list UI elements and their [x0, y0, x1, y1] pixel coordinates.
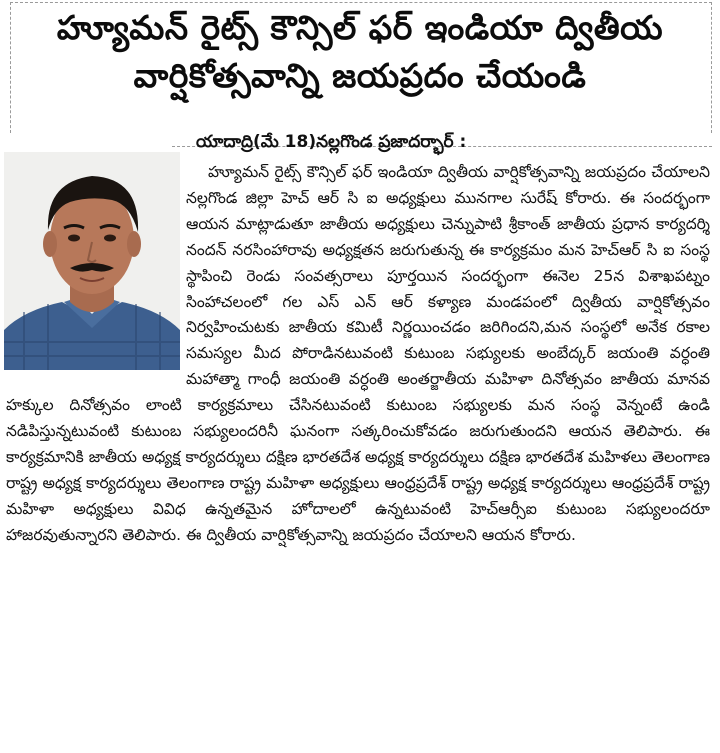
article-body: [6, 160, 710, 549]
dateline: యాదాద్రి(మే 18)నల్లగొండ ప్రజాదర్భార్ :: [196, 132, 467, 152]
headline-line-2: వార్షికోత్సవాన్ని జయప్రదం చేయండి: [133, 56, 587, 95]
headline: [0, 4, 720, 100]
article-paragraph: హ్యూమన్ రైట్స్ కౌన్సిల్ ఫర్ ఇండియా ద్వితీయ వార్షికోత్సవాన్ని జయప్రదం చేయాలని నల్లగొండ జిల్లా హెచ్ ఆర్ సి ఐ అధ్యక్షులు మునగాల సురేష్ కోరారు. ఈ సందర్భంగా ఆయన మాట్లాడుతూ జాతీయ అధ్యక్షులు చెన్నుపాటి శ్రీకాంత్ జాతీయ ప్రధాన కార్యదర్శి నందన్ నరసింహారావు అధ్యక్షతన జరుగుతున్న ఈ కార్యక్రమం మన హెచ్ఆర్ సి ఐ సంస్థ స్థాపించి రెండు సంవత్సరాలు పూర్తయిన సందర్భంగా ఈనెల 25న విశాఖపట్నం సింహాచలంలో గల ఎస్ ఎన్ ఆర్ కళ్యాణ మండపంలో ద్వితీయ వార్షికోత్సవం నిర్వహించుటకు జాతీయ కమిటీ నిర్ణయించడం జరిగిందని,మన సంస్థలో అనేక రకాల సమస్యల మీద పోరాడినటువంటి కుటుంబ సభ్యులకు అంబేద్కర్ జయంతి వర్ధంతి మహాత్మా గాంధీ జయంతి వర్ధంతి అంతర్జాతీయ మహిళా దినోత్సవం జాతీయ మానవ హక్కుల దినోత్సవం లాంటి కార్యక్రమాలు చేసినటువంటి కుటుంబ సభ్యులకు మన సంస్థ వెన్నంటే ఉండి నడిపిస్తున్నటువంటి కుటుంబ సభ్యులందరినీ ఘనంగా సత్కరించుకోవడం జరుగుతుందని ఆయన తెలిపారు. ఈ కార్యక్రమానికి జాతీయ అధ్యక్ష కార్యదర్శులు దక్షిణ భారతదేశ అధ్యక్ష కార్యదర్శులు దక్షిణ భారతదేశ మహిళలు తెలంగాణ రాష్ట్ర అధ్యక్ష కార్యదర్శులు తెలంగాణ రాష్ట్ర మహిళా అధ్యక్షులు ఆంధ్రప్రదేశ్ రాష్ట్ర అధ్యక్ష కార్యదర్శులు ఆంధ్రప్రదేశ్ రాష్ట్ర మహిళా అధ్యక్షులు వివిధ ఉన్నతమైన హోదాలలో ఉన్నటువంటి హెచ్ఆర్సీఐ కుటుంబ సభ్యులందరూ హాజరవుతున్నారని తెలిపారు. ఈ ద్వితీయ వార్షికోత్సవాన్ని జయప్రదం చేయాలని ఆయన కోరారు.: [6, 163, 710, 544]
headline-line-1: హ్యూమన్ రైట్స్ కౌన్సిల్ ఫర్ ఇండియా ద్వితీయ: [56, 8, 664, 47]
photo-text-wrap-gap: [6, 160, 186, 372]
